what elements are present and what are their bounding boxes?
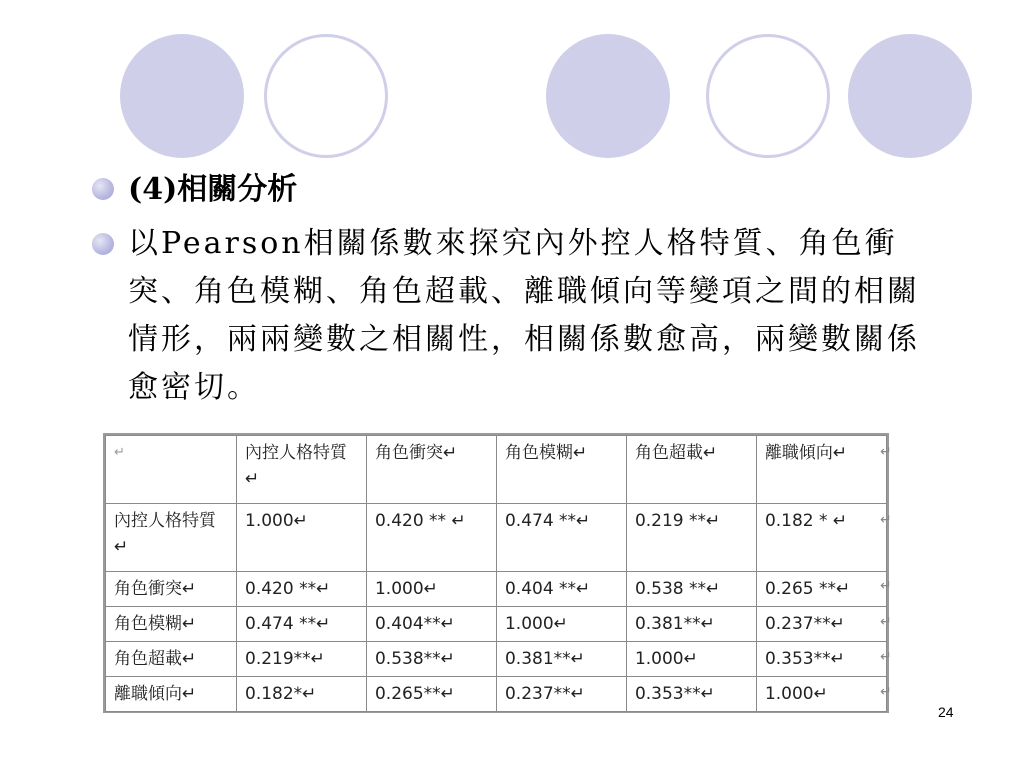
table-row xyxy=(106,642,887,677)
decor-circle-4 xyxy=(706,34,830,158)
page-number: 24 xyxy=(938,704,954,720)
table-cell: 0.182 * ↵ xyxy=(756,504,886,572)
table-cell: 0.381**↵ xyxy=(496,642,626,677)
table-cell: 1.000↵ xyxy=(496,607,626,642)
slide-body xyxy=(92,168,952,412)
table-row xyxy=(106,572,887,607)
table-cell: 0.474 **↵ xyxy=(496,504,626,572)
table-cell: 1.000↵ xyxy=(237,504,367,572)
table-cell: 0.538**↵ xyxy=(366,642,496,677)
row-label: 角色衝突↵ xyxy=(106,572,237,607)
table-cell: 0.420 **↵ xyxy=(237,572,367,607)
bullet-dot-icon xyxy=(92,178,114,200)
row-end-mark: ↵ xyxy=(880,614,892,630)
table-row xyxy=(106,607,887,642)
bullet-paragraph xyxy=(92,220,940,412)
row-end-mark: ↵ xyxy=(880,444,892,460)
header-cell: 角色超載↵ xyxy=(626,436,756,504)
decor-circle-1 xyxy=(120,34,244,158)
heading-text: (4)相關分析 xyxy=(128,172,298,207)
bullet-dot-icon xyxy=(92,233,114,255)
table-cell: 0.381**↵ xyxy=(626,607,756,642)
row-end-mark: ↵ xyxy=(880,578,892,594)
table-cell: 0.404 **↵ xyxy=(496,572,626,607)
table-cell: 1.000↵ xyxy=(626,642,756,677)
table-cell: 0.353**↵ xyxy=(756,642,886,677)
table-cell: 0.538 **↵ xyxy=(626,572,756,607)
row-end-mark: ↵ xyxy=(880,649,892,665)
table-row xyxy=(106,504,887,572)
decor-circle-2 xyxy=(264,34,388,158)
header-cell: ↵ xyxy=(106,436,237,504)
row-label: 角色模糊↵ xyxy=(106,607,237,642)
table-cell: 1.000↵ xyxy=(366,572,496,607)
table-cell: 0.265 **↵ xyxy=(756,572,886,607)
table-cell: 0.353**↵ xyxy=(626,677,756,712)
table-cell: 0.219**↵ xyxy=(237,642,367,677)
header-cell: 離職傾向↵ xyxy=(756,436,886,504)
header-cell: 內控人格特質↵ xyxy=(237,436,367,504)
correlation-table xyxy=(103,433,889,713)
header-cell: 角色模糊↵ xyxy=(496,436,626,504)
table-cell: 0.404**↵ xyxy=(366,607,496,642)
paragraph-text: 以Pearson相關係數來探究內外控人格特質、角色衝突、角色模糊、角色超載、離職傾向等變項之間的相關情形，兩兩變數之相關性，相關係數愈高，兩變數關係愈密切。 xyxy=(128,226,920,405)
decor-circle-5 xyxy=(848,34,972,158)
decor-circle-3 xyxy=(546,34,670,158)
table-cell: 0.265**↵ xyxy=(366,677,496,712)
row-end-mark: ↵ xyxy=(880,684,892,700)
table-cell: 0.237**↵ xyxy=(496,677,626,712)
table-cell: 0.474 **↵ xyxy=(237,607,367,642)
table-cell: 0.182*↵ xyxy=(237,677,367,712)
row-end-mark: ↵ xyxy=(880,512,892,528)
table-cell: 1.000↵ xyxy=(756,677,886,712)
table-cell: 0.420 ** ↵ xyxy=(366,504,496,572)
table-header-row xyxy=(106,436,887,504)
table-cell: 0.237**↵ xyxy=(756,607,886,642)
row-label: 角色超載↵ xyxy=(106,642,237,677)
bullet-heading xyxy=(92,168,952,212)
header-cell: 角色衝突↵ xyxy=(366,436,496,504)
table-cell: 0.219 **↵ xyxy=(626,504,756,572)
row-label: 離職傾向↵ xyxy=(106,677,237,712)
table-row xyxy=(106,677,887,712)
row-label: 內控人格特質↵ xyxy=(106,504,237,572)
